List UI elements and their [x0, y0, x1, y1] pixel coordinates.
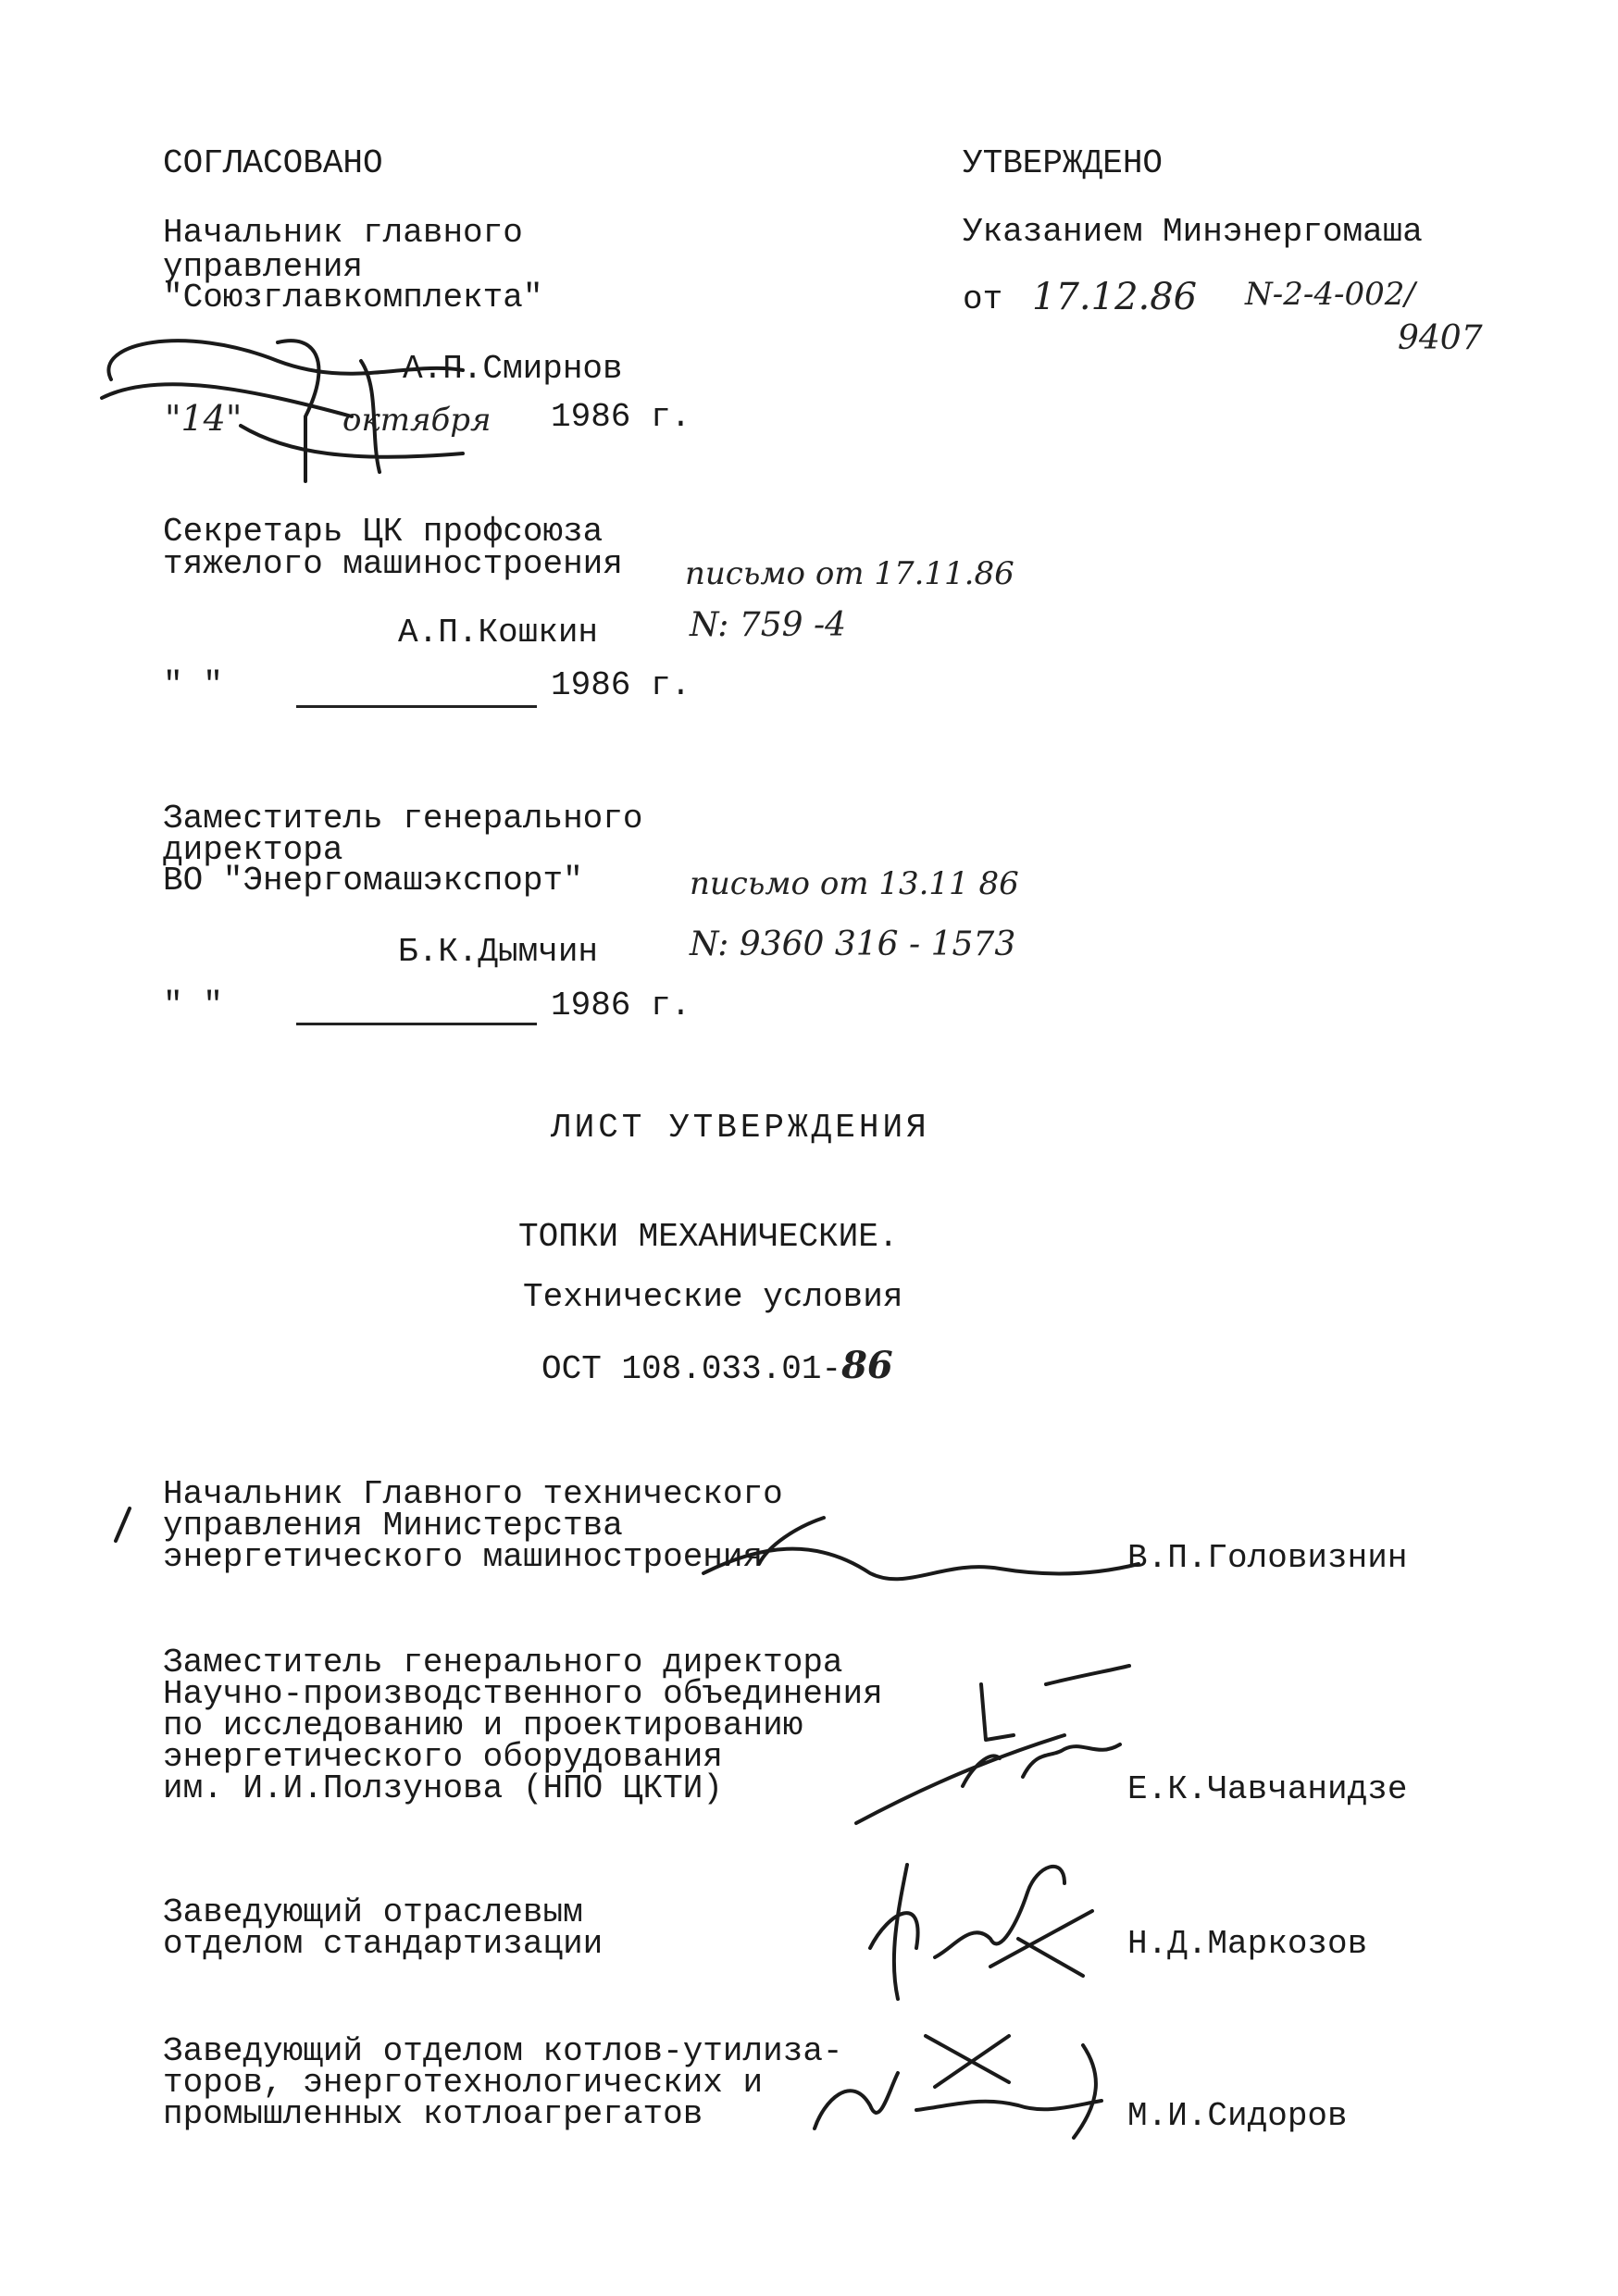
standard-code-printed: ОСТ 108.033.01-: [541, 1350, 842, 1388]
first-date-day: "14": [165, 398, 243, 439]
left-heading: СОГЛАСОВАНО: [163, 144, 383, 182]
right-date-prefix: от: [963, 280, 1003, 318]
approver-2-line-4: энергетического оборудования: [163, 1738, 723, 1776]
approver-1-name: В.П.Головизнин: [1127, 1539, 1408, 1577]
first-date-year: 1986 г.: [551, 398, 691, 436]
approver-4-line-1: Заведующий отделом котлов-утилиза-: [163, 2032, 843, 2070]
right-number-handwritten-2: 9407: [1398, 319, 1483, 357]
approver-1-line-2: управления Министерства: [163, 1507, 623, 1545]
standard-name: ТОПКИ МЕХАНИЧЕСКИЕ.: [518, 1218, 899, 1256]
third-letter-number: N: 9360 316 - 1573: [690, 925, 1016, 963]
approver-4-line-2: торов, энерготехнологических и: [163, 2064, 764, 2102]
standard-code: [541, 1344, 893, 1388]
third-letter-note: письмо от 13.11 86: [690, 865, 1019, 902]
approver-2-line-5: им. И.И.Ползунова (НПО ЦКТИ): [163, 1769, 723, 1807]
approver-2-line-2: Научно-производственного объединения: [163, 1675, 883, 1713]
second-position-line-2: тяжелого машиностроения: [163, 545, 623, 583]
second-letter-number: N: 759 -4: [690, 606, 847, 644]
approver-3-name: Н.Д.Маркозов: [1127, 1925, 1368, 1963]
right-date-handwritten: 17.12.86: [1032, 276, 1198, 318]
standard-code-handwritten: 86: [841, 1344, 893, 1387]
second-date-year: 1986 г.: [551, 666, 691, 704]
third-date-quotes: " ": [163, 987, 223, 1024]
approver-1-signature-icon: [111, 1471, 1157, 1601]
approver-1-line-1: Начальник Главного технического: [163, 1475, 783, 1513]
approver-3-line-2: отделом стандартизации: [163, 1925, 604, 1963]
third-position-line-1: Заместитель генерального: [163, 800, 643, 838]
right-number-handwritten: N-2-4-002/: [1245, 276, 1415, 313]
approver-1-line-3: энергетического машиностроения: [163, 1538, 764, 1576]
second-date-quotes: " ": [163, 666, 223, 704]
standard-subtitle: Технические условия: [523, 1278, 903, 1316]
second-signer: А.П.Кошкин: [398, 614, 599, 652]
approver-3-line-1: Заведующий отраслевым: [163, 1893, 583, 1931]
first-signature-icon: [74, 305, 555, 490]
first-position-line-2: управления: [163, 248, 364, 286]
third-date-year: 1986 г.: [551, 987, 691, 1024]
first-date-month: октября: [342, 402, 492, 439]
second-date-blank: [296, 705, 537, 708]
approver-2-line-1: Заместитель генерального директора: [163, 1644, 843, 1682]
second-position-line-1: Секретарь ЦК профсоюза: [163, 513, 604, 551]
first-position-line-3: "Союзглавкомплекта": [163, 279, 543, 316]
approver-2-signature-icon: [852, 1647, 1129, 1832]
approver-3-signature-icon: [833, 1837, 1111, 2004]
right-approved-by: Указанием Минэнергомаша: [963, 213, 1423, 251]
first-signer: А.П.Смирнов: [403, 350, 623, 388]
third-signer: Б.К.Дымчин: [398, 933, 599, 971]
third-position-line-2: директора: [163, 831, 343, 869]
right-heading: УТВЕРЖДЕНО: [963, 144, 1164, 182]
approver-4-signature-icon: [796, 2017, 1129, 2147]
approver-2-line-3: по исследованию и проектированию: [163, 1706, 803, 1744]
document-title: ЛИСТ УТВЕРЖДЕНИЯ: [551, 1109, 930, 1147]
approver-4-name: М.И.Сидоров: [1127, 2097, 1348, 2135]
third-position-line-3: ВО "Энергомашэкспорт": [163, 862, 583, 900]
third-date-blank: [296, 1023, 537, 1025]
approver-2-name: Е.К.Чавчанидзе: [1127, 1770, 1408, 1808]
first-position-line-1: Начальник главного: [163, 214, 523, 252]
second-letter-note: письмо от 17.11.86: [685, 555, 1014, 592]
approver-4-line-3: промышленных котлоагрегатов: [163, 2095, 703, 2133]
